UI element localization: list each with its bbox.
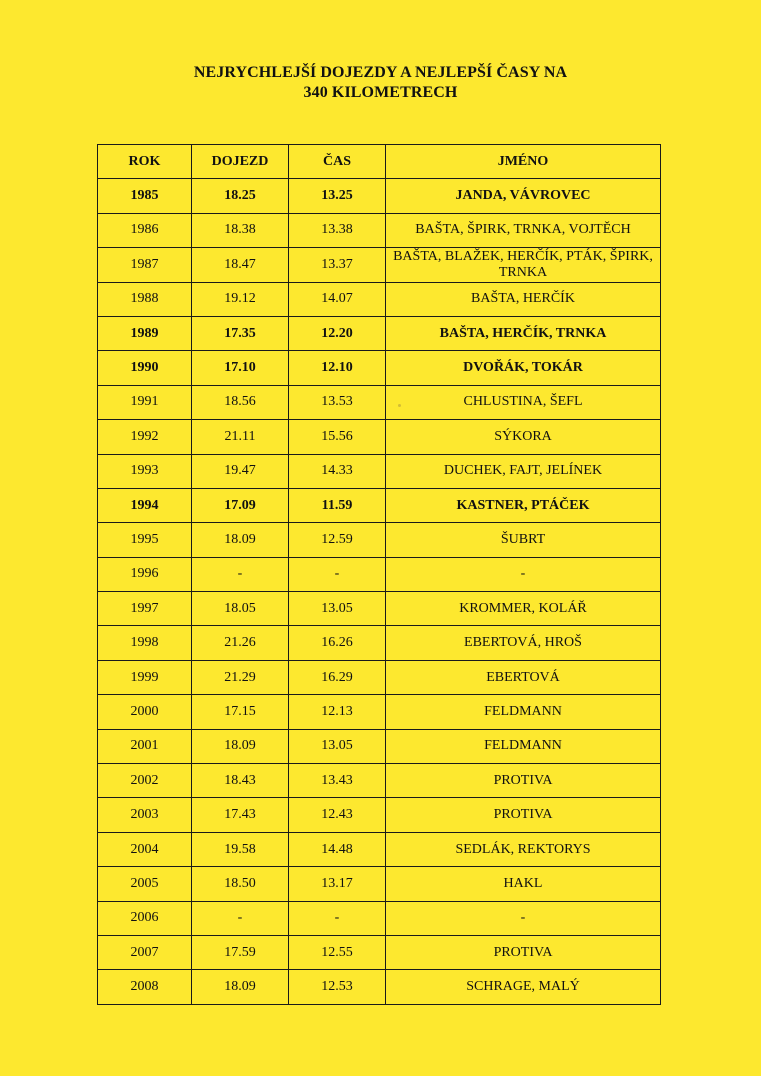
cell-rok: 1995 — [98, 523, 192, 557]
cell-rok: 1997 — [98, 592, 192, 626]
header-rok: ROK — [98, 145, 192, 179]
cell-dojezd: 18.09 — [192, 523, 289, 557]
table-row — [98, 351, 661, 385]
cell-rok: 1994 — [98, 488, 192, 522]
cell-jmeno: SCHRAGE, MALÝ — [386, 970, 661, 1004]
table-row — [98, 454, 661, 488]
cell-jmeno: BAŠTA, BLAŽEK, HERČÍK, PTÁK, ŠPIRK, TRNKA — [386, 248, 661, 282]
cell-cas: 13.43 — [289, 764, 386, 798]
cell-rok: 1986 — [98, 213, 192, 247]
cell-dojezd: 18.09 — [192, 970, 289, 1004]
table-row — [98, 764, 661, 798]
cell-cas: 11.59 — [289, 488, 386, 522]
cell-cas: 12.10 — [289, 351, 386, 385]
table-row — [98, 660, 661, 694]
cell-cas: 13.05 — [289, 592, 386, 626]
cell-dojezd: 18.38 — [192, 213, 289, 247]
cell-rok: 2008 — [98, 970, 192, 1004]
cell-rok: 1989 — [98, 316, 192, 350]
cell-cas: 12.20 — [289, 316, 386, 350]
cell-jmeno: ŠUBRT — [386, 523, 661, 557]
cell-jmeno: PROTIVA — [386, 798, 661, 832]
cell-rok: 2005 — [98, 867, 192, 901]
header-cas: ČAS — [289, 145, 386, 179]
table-row — [98, 798, 661, 832]
cell-dojezd: - — [192, 557, 289, 591]
cell-cas: 13.05 — [289, 729, 386, 763]
title-line-2: 340 KILOMETRECH — [303, 84, 458, 101]
cell-jmeno: - — [386, 901, 661, 935]
cell-cas: 14.48 — [289, 832, 386, 866]
cell-cas: - — [289, 557, 386, 591]
table-row — [98, 832, 661, 866]
cell-jmeno: SÝKORA — [386, 420, 661, 454]
cell-dojezd: 17.35 — [192, 316, 289, 350]
table-row — [98, 248, 661, 282]
table-row — [98, 557, 661, 591]
cell-dojezd: 19.12 — [192, 282, 289, 316]
cell-dojezd: 17.43 — [192, 798, 289, 832]
cell-jmeno: JANDA, VÁVROVEC — [386, 179, 661, 213]
table-row — [98, 385, 661, 419]
paper-speck — [398, 404, 401, 407]
cell-rok: 1985 — [98, 179, 192, 213]
cell-dojezd: - — [192, 901, 289, 935]
cell-dojezd: 17.10 — [192, 351, 289, 385]
cell-dojezd: 19.47 — [192, 454, 289, 488]
cell-jmeno: PROTIVA — [386, 764, 661, 798]
cell-jmeno: BAŠTA, ŠPIRK, TRNKA, VOJTĚCH — [386, 213, 661, 247]
cell-dojezd: 18.50 — [192, 867, 289, 901]
table-row — [98, 935, 661, 969]
cell-rok: 2007 — [98, 935, 192, 969]
cell-jmeno: DVOŘÁK, TOKÁR — [386, 351, 661, 385]
cell-dojezd: 17.59 — [192, 935, 289, 969]
cell-dojezd: 19.58 — [192, 832, 289, 866]
table-row — [98, 282, 661, 316]
cell-cas: 14.07 — [289, 282, 386, 316]
header-jmeno: JMÉNO — [386, 145, 661, 179]
table-row — [98, 420, 661, 454]
cell-cas: 12.43 — [289, 798, 386, 832]
cell-jmeno: EBERTOVÁ — [386, 660, 661, 694]
cell-jmeno: DUCHEK, FAJT, JELÍNEK — [386, 454, 661, 488]
table-row — [98, 316, 661, 350]
cell-cas: 12.13 — [289, 695, 386, 729]
table-row — [98, 213, 661, 247]
cell-dojezd: 18.47 — [192, 248, 289, 282]
cell-jmeno: FELDMANN — [386, 695, 661, 729]
cell-cas: 16.26 — [289, 626, 386, 660]
cell-dojezd: 21.29 — [192, 660, 289, 694]
cell-cas: 15.56 — [289, 420, 386, 454]
title-line-1: NEJRYCHLEJŠÍ DOJEZDY A NEJLEPŠÍ ČASY NA — [193, 64, 568, 81]
cell-dojezd: 18.05 — [192, 592, 289, 626]
cell-jmeno: KROMMER, KOLÁŘ — [386, 592, 661, 626]
table-row — [98, 695, 661, 729]
cell-rok: 1987 — [98, 248, 192, 282]
table-row — [98, 179, 661, 213]
cell-cas: 12.55 — [289, 935, 386, 969]
cell-jmeno: EBERTOVÁ, HROŠ — [386, 626, 661, 660]
cell-jmeno: BAŠTA, HERČÍK — [386, 282, 661, 316]
cell-dojezd: 18.43 — [192, 764, 289, 798]
cell-rok: 2000 — [98, 695, 192, 729]
document-title — [0, 63, 761, 103]
cell-cas: 14.33 — [289, 454, 386, 488]
cell-dojezd: 18.56 — [192, 385, 289, 419]
table-body — [98, 179, 661, 1004]
cell-jmeno: CHLUSTINA, ŠEFL — [386, 385, 661, 419]
cell-cas: 13.37 — [289, 248, 386, 282]
table-header — [98, 145, 661, 179]
cell-cas: 13.53 — [289, 385, 386, 419]
results-table — [97, 144, 661, 1005]
cell-rok: 1992 — [98, 420, 192, 454]
cell-cas: 12.59 — [289, 523, 386, 557]
header-row — [98, 145, 661, 179]
cell-cas: 12.53 — [289, 970, 386, 1004]
cell-cas: 13.17 — [289, 867, 386, 901]
table-row — [98, 970, 661, 1004]
cell-rok: 2001 — [98, 729, 192, 763]
cell-jmeno: - — [386, 557, 661, 591]
cell-rok: 1990 — [98, 351, 192, 385]
cell-cas: - — [289, 901, 386, 935]
cell-cas: 13.25 — [289, 179, 386, 213]
cell-rok: 1998 — [98, 626, 192, 660]
cell-rok: 1993 — [98, 454, 192, 488]
table-row — [98, 867, 661, 901]
cell-dojezd: 18.09 — [192, 729, 289, 763]
cell-rok: 1991 — [98, 385, 192, 419]
cell-dojezd: 17.15 — [192, 695, 289, 729]
cell-rok: 2004 — [98, 832, 192, 866]
table-row — [98, 488, 661, 522]
cell-dojezd: 21.11 — [192, 420, 289, 454]
table-row — [98, 901, 661, 935]
cell-dojezd: 17.09 — [192, 488, 289, 522]
header-dojezd: DOJEZD — [192, 145, 289, 179]
table-row — [98, 729, 661, 763]
cell-jmeno: SEDLÁK, REKTORYS — [386, 832, 661, 866]
cell-jmeno: PROTIVA — [386, 935, 661, 969]
cell-dojezd: 18.25 — [192, 179, 289, 213]
cell-jmeno: HAKL — [386, 867, 661, 901]
cell-rok: 2002 — [98, 764, 192, 798]
cell-jmeno: FELDMANN — [386, 729, 661, 763]
cell-rok: 2006 — [98, 901, 192, 935]
cell-rok: 2003 — [98, 798, 192, 832]
cell-jmeno: KASTNER, PTÁČEK — [386, 488, 661, 522]
cell-cas: 13.38 — [289, 213, 386, 247]
cell-dojezd: 21.26 — [192, 626, 289, 660]
table-row — [98, 523, 661, 557]
cell-cas: 16.29 — [289, 660, 386, 694]
table-row — [98, 626, 661, 660]
table-row — [98, 592, 661, 626]
cell-rok: 1996 — [98, 557, 192, 591]
cell-jmeno: BAŠTA, HERČÍK, TRNKA — [386, 316, 661, 350]
cell-rok: 1988 — [98, 282, 192, 316]
cell-rok: 1999 — [98, 660, 192, 694]
